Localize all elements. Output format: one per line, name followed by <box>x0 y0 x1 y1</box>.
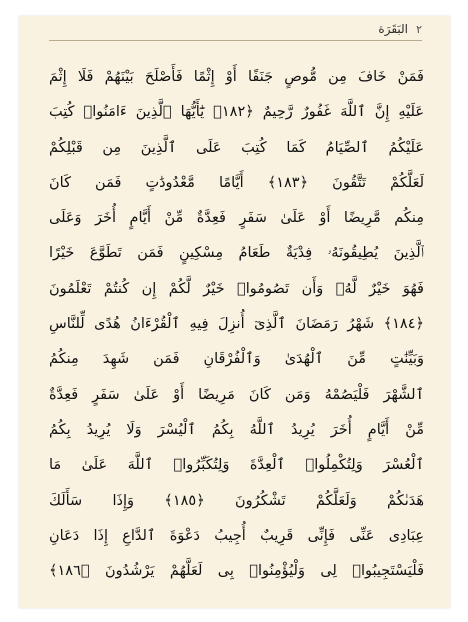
text-line: ﴿١٨٤﴾ شَهْرُ رَمَضَانَ ٱلَّذِىٓ أُنزِلَ فِيهِ ٱلْقُرْءَانُ هُدًى لِّلنَّاسِ <box>49 316 424 333</box>
text-line: لَعَلَّكُمْ تَتَّقُونَ ﴿١٨٣﴾ أَيَّامًا مَّعْدُودَٰتٍ فَمَن كَانَ <box>49 174 424 191</box>
text-line: فَمَنْ خَافَ مِن مُّوصٍ جَنَفًا أَوْ إِثْمًا فَأَصْلَحَ بَيْنَهُمْ فَلَا إِثْمَ <box>49 69 424 85</box>
text-line: مِنكُم مَّرِيضًا أَوْ عَلَىٰ سَفَرٍ فَعِدَّةٌ مِّنْ أَيَّامٍ أُخَرَ وَعَلَى <box>49 210 424 227</box>
text-line: وَبَيِّنَٰتٍ مِّنَ ٱلْهُدَىٰ وَٱلْفُرْقَانِ فَمَن شَهِدَ مِنكُمُ <box>49 351 424 368</box>
page-number: ٢ <box>416 23 422 36</box>
text-line: فَهُوَ خَيْرٌ لَّهُۥ وَأَن تَصُومُوا۟ خَيْرٌ لَّكُمْ إِن كُنتُمْ تَعْلَمُونَ <box>49 280 424 297</box>
quran-page <box>19 16 450 608</box>
text-line: فَلْيَسْتَجِيبُوا۟ لِى وَلْيُؤْمِنُوا۟ بِى لَعَلَّهُمْ يَرْشُدُونَ ﴿١٨٦﴾ <box>49 563 424 580</box>
text-line: عَلَيْكُمُ ٱلصِّيَامُ كَمَا كُتِبَ عَلَى ٱلَّذِينَ مِن قَبْلِكُمْ <box>49 139 424 156</box>
text-line: مِّنْ أَيَّامٍ أُخَرَ يُرِيدُ ٱللَّهُ بِكُمُ ٱلْيُسْرَ وَلَا يُرِيدُ بِكُمُ <box>49 421 424 438</box>
text-line: ٱلَّذِينَ يُطِيقُونَهُۥ فِدْيَةٌ طَعَامُ مِسْكِينٍ فَمَن تَطَوَّعَ خَيْرًا <box>49 245 424 262</box>
text-line: هَدَىٰكُمْ وَلَعَلَّكُمْ تَشْكُرُونَ ﴿١٨٥﴾ وَإِذَا سَأَلَكَ <box>49 492 424 509</box>
page-header <box>49 22 422 41</box>
text-line: ٱلْعُسْرَ وَلِتُكْمِلُوا۟ ٱلْعِدَّةَ وَلِتُكَبِّرُوا۟ ٱللَّهَ عَلَىٰ مَا <box>49 457 424 474</box>
text-line: عِبَادِى عَنِّى فَإِنِّى قَرِيبٌ أُجِيبُ دَعْوَةَ ٱلدَّاعِ إِذَا دَعَانِ <box>49 527 424 544</box>
surah-name: البَقَرَة <box>378 22 408 36</box>
text-line: عَلَيْهِ إِنَّ ٱللَّهَ غَفُورٌ رَّحِيمٌ ﴿١٨٢﴾ يَٰٓأَيُّهَا ٱلَّذِينَ ءَامَنُوا۟ كُتِبَ <box>49 104 424 121</box>
text-line: ٱلشَّهْرَ فَلْيَصُمْهُ وَمَن كَانَ مَرِيضًا أَوْ عَلَىٰ سَفَرٍ فَعِدَّةٌ <box>49 386 424 403</box>
verse-text-block <box>49 60 424 589</box>
